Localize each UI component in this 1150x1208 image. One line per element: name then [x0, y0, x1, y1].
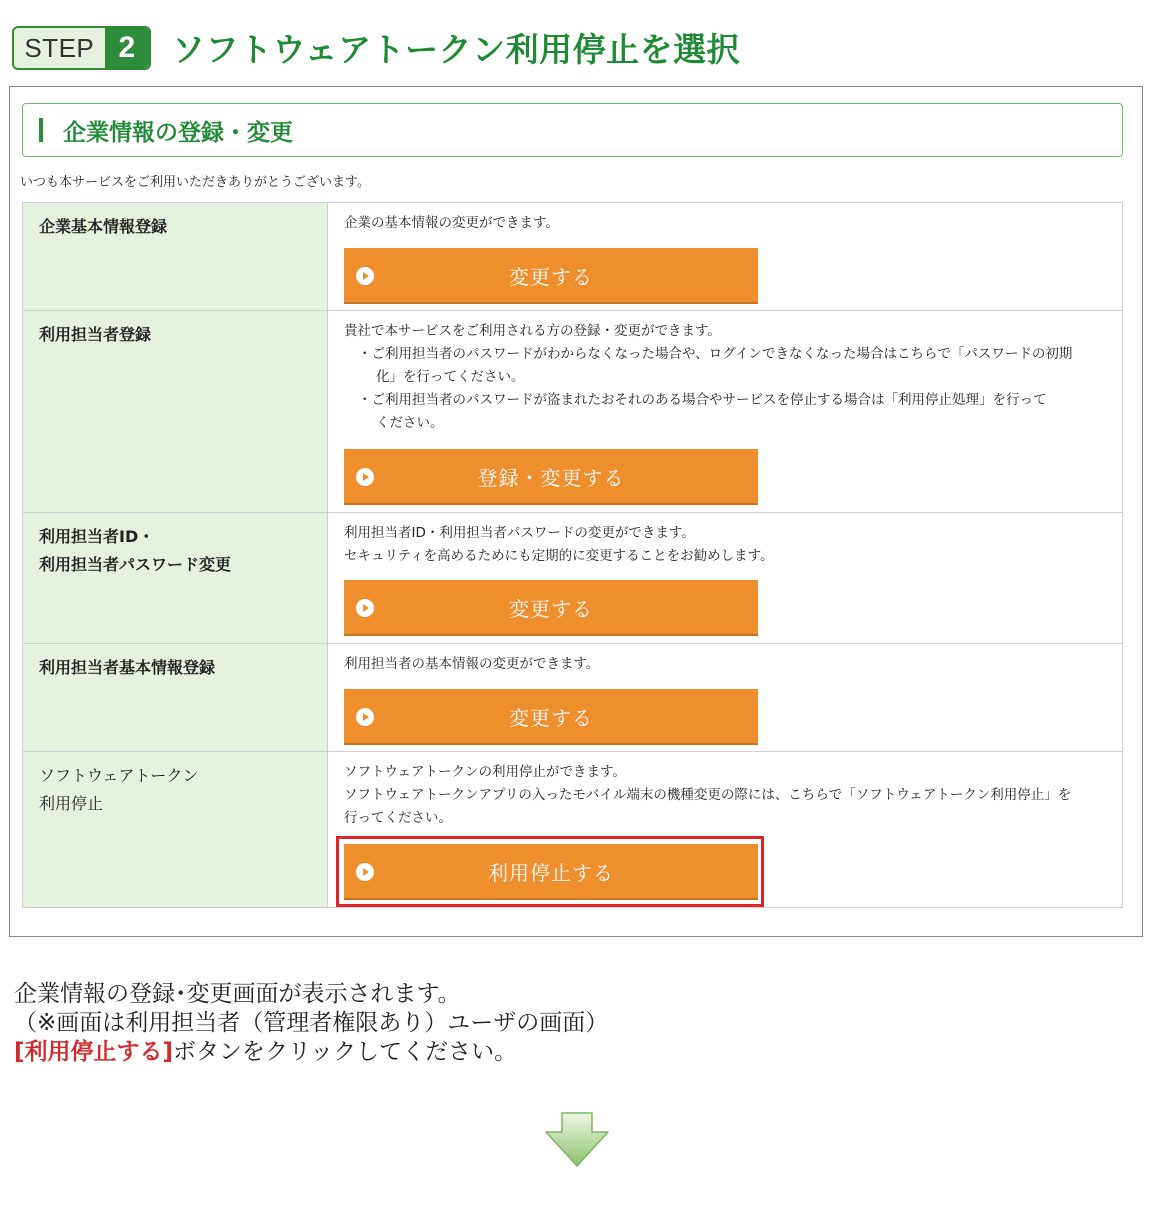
- play-icon: [356, 267, 374, 285]
- row-label: [23, 311, 328, 512]
- row-label-line: 利用停止: [39, 794, 104, 813]
- section-bar: [39, 118, 43, 142]
- button-label: 変更する: [509, 596, 593, 621]
- table-row: [23, 752, 1122, 908]
- row-content: [328, 513, 1122, 643]
- row-label-line: 企業基本情報登録: [39, 217, 168, 236]
- play-icon: [356, 708, 374, 726]
- row-desc-line: 利用担当者の基本情報の変更ができます。: [344, 656, 600, 672]
- play-icon: [356, 468, 374, 486]
- row-desc-line: ください。: [376, 415, 444, 431]
- row-content: [328, 752, 1122, 907]
- button-label: 変更する: [509, 705, 593, 730]
- change-user-info-button[interactable]: [344, 689, 758, 745]
- row-content: [328, 203, 1122, 310]
- caption: [14, 980, 608, 1067]
- table-row: [23, 311, 1122, 513]
- row-desc-line: 企業の基本情報の変更ができます。: [344, 215, 559, 231]
- row-label-line: 利用担当者パスワード変更: [39, 555, 232, 574]
- change-company-info-button[interactable]: [344, 248, 758, 304]
- step-title: ソフトウェアトークン利用停止を選択: [172, 30, 741, 69]
- row-label-line: 利用担当者登録: [39, 325, 152, 344]
- button-label: 変更する: [509, 264, 593, 289]
- row-desc-line: 貴社で本サービスをご利用される方の登録・変更ができます。: [344, 323, 721, 339]
- intro-text: いつも本サービスをご利用いただきありがとうございます。: [20, 175, 370, 190]
- row-desc-line: ソフトウェアトークンの利用停止ができます。: [344, 764, 626, 780]
- caption-highlight: [利用停止する]: [14, 1039, 174, 1065]
- button-label: 登録・変更する: [477, 465, 625, 490]
- change-id-password-button[interactable]: [344, 580, 758, 636]
- row-content: [328, 644, 1122, 751]
- table-row: [23, 644, 1122, 752]
- caption-rest: ボタンをクリックしてください。: [173, 1039, 518, 1065]
- row-desc-line: 利用担当者ID・利用担当者パスワードの変更ができます。: [344, 525, 695, 541]
- row-label-line: ソフトウェアトークン: [39, 766, 199, 785]
- play-icon: [356, 863, 374, 881]
- down-arrow-icon: [544, 1112, 610, 1168]
- section-header: [22, 103, 1123, 157]
- stop-token-button[interactable]: [344, 844, 758, 900]
- caption-line-2: （※画面は利用担当者（管理者権限あり）ユーザの画面）: [14, 1010, 609, 1036]
- caption-line-1: 企業情報の登録･変更画面が表示されます。: [14, 981, 461, 1007]
- row-content: [328, 311, 1122, 512]
- step-label: STEP: [24, 32, 95, 63]
- row-desc-line: 化」を行ってください。: [376, 369, 525, 385]
- table-row: [23, 513, 1122, 644]
- settings-table: [22, 202, 1123, 908]
- row-desc-line: セキュリティを高めるためにも定期的に変更することをお勧めします。: [344, 548, 774, 564]
- table-row: [23, 203, 1122, 311]
- row-label: [23, 513, 328, 643]
- row-label-line: 利用担当者基本情報登録: [39, 658, 216, 677]
- screenshot-frame: [9, 86, 1143, 937]
- section-title: 企業情報の登録・変更: [63, 119, 293, 146]
- row-desc-line: 行ってください。: [344, 810, 452, 826]
- row-label: [23, 752, 328, 907]
- step-badge: [12, 26, 151, 70]
- play-icon: [356, 599, 374, 617]
- row-desc-line: ソフトウェアトークンアプリの入ったモバイル端末の機種変更の際には、こちらで「ソフトウェアトークン利用停止」を: [344, 787, 1072, 803]
- row-desc-line: ・ご利用担当者のパスワードがわからなくなった場合や、ログインできなくなった場合はこちらで「パスワードの初期: [358, 346, 1073, 362]
- caption-line-3: [14, 1038, 608, 1067]
- row-label: [23, 644, 328, 751]
- register-change-user-button[interactable]: [344, 449, 758, 505]
- row-desc-line: ・ご利用担当者のパスワードが盗まれたおそれのある場合やサービスを停止する場合は「利用停止処理」を行って: [358, 392, 1047, 408]
- row-label-line: 利用担当者ID・: [39, 527, 155, 546]
- step-number: 2: [105, 28, 149, 68]
- button-label: 利用停止する: [488, 860, 614, 885]
- row-label: [23, 203, 328, 310]
